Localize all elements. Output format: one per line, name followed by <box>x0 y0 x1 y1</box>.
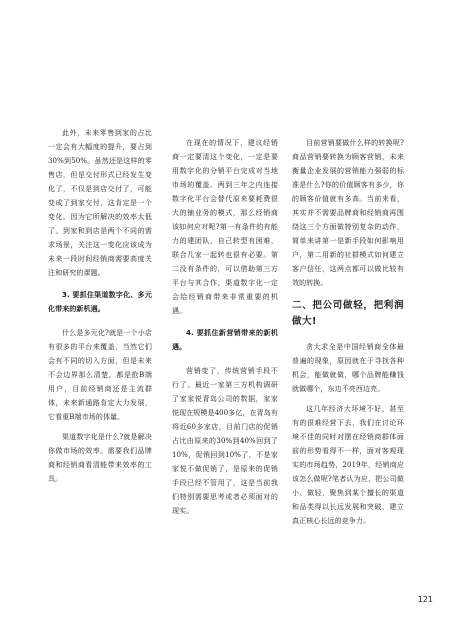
text-column-1 <box>48 126 152 492</box>
paragraph: 此外，未来零售到家的占比一定会有大幅度的提升，要占到30%到50%。虽然还是这样的零售店，但是交付形式已经发生变化了，不仅是到店交付了，可能变成了到家交付，这肯定是一个变化。因为它所解决的效率太低了。到家和到店是两个不同的需求场景，关注这一变化应该成为未来一段时间经销商需要高度关注和研究的课题。 <box>48 129 152 277</box>
section-heading: 4. 要抓住新营销带来的新机遇。 <box>172 329 278 351</box>
paragraph: 在现在的情况下，建议经销商一定要清这个变化，一定是要用数字化的分销平台完成对当地市场的覆盖。两到三年之内连接数字化平台会替代原来要耗费很大的铺业务的模式，那么经销商该如何应对呢?第一有条件的有能力的建团队，自己转型有困难，联合几家一起转也很有必要。第二没有条件的，可以借助第三方平台与其合作，渠道数字化一定会给经销商带来非常重要的机遇。 <box>172 139 278 315</box>
page-number: 121 <box>417 595 433 604</box>
section-heading: 3. 要抓住渠道数字化、多元化带来的新机遇。 <box>48 291 152 313</box>
paragraph: 目前营销要做什么样的转换呢?商品营销要转换为顾客营销，未来衡量企业发展的营销能力强弱的标准是什么?你的价值顾客有多少，你的顾客价值就有多高。当前来看，其实并不需要品牌商和经销商再围绕这三个方面做特别复杂的动作，简单来讲第一是新手段如何影响用户，第二用新的社群模式如何建立客户信任，这两点都可以做比较有效的转换。 <box>292 139 404 287</box>
text-column-3 <box>292 136 404 534</box>
paragraph: 渠道数字化是什么?就是解决你做市场的效率。需要我们品牌商和经销商看清能带来效率的工具。 <box>48 433 152 483</box>
paragraph: 营销变了，传统营销手段不行了。最近一家第三方机构调研了家家悦青岛公司的数据，家家悦现在规模是400多亿，在青岛有将近60多家店，目前门店的促销占比由原来的30%到40%回到了10%，促销回到10%了，不是家家悦不做促销了，是原来的促销手段已经不管用了，这是当前我们特别需要思考或者必须面对的现实。 <box>172 367 278 515</box>
paragraph: 这几年经济大环境不好，甚至有的很难经营下去，我们在讨论环境不佳的同时对摆在经销商群体面前的形势看得不一样，面对客观现实的市场趋势，2019年，经销商应该怎么做呢?笔者认为应，把公司做小、做轻，聚焦到某个擅长的渠道和品类得以长远发展和突破，建立真正核心长远的竞争力。 <box>292 405 404 525</box>
text-column-2 <box>172 136 278 524</box>
section-heading: 二、把公司做轻，把利润做大! <box>292 300 404 327</box>
paragraph: 贪大求全是中国经销商全体最普遍的现象，原因就在于寻找各种机会，能做就做，哪个品牌能赚钱就做哪个，东边不亮西边亮。 <box>292 343 404 393</box>
paragraph: 什么是多元化?就是一个小店有很多的平台来覆盖，当然它们会有不同的切入方面，但是未来不会边界那么清楚，都是抢B端用户，目前经销商还是主流群体，未来新通路肯定大力发展，它看重B端市场的体量。 <box>48 329 152 421</box>
